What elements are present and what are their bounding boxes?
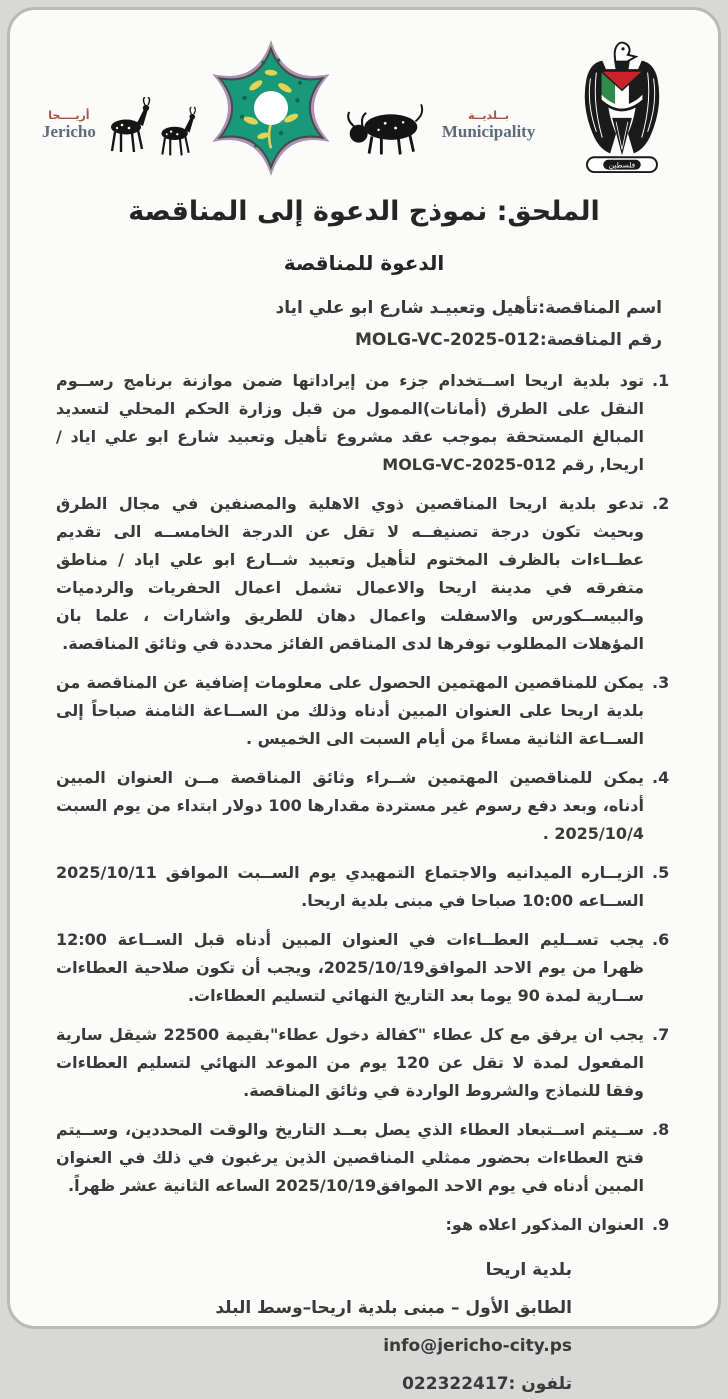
item-text: يمكن للمناقصين المهتمين الحصول على معلومات إضافية عن المناقصة من بلدية اريحا على العنوان المبين أدناه وذلك من الســاعة الثامنة صباحاً إلى الســاعة الثانية مساءً من أيام السبت الى الخميس . bbox=[56, 673, 644, 748]
list-item bbox=[56, 926, 686, 1010]
address-email: info@jericho-city.ps bbox=[383, 1336, 572, 1356]
item-number: 8. bbox=[652, 1120, 670, 1139]
item-number: 5. bbox=[652, 863, 670, 882]
palestine-coat-of-arms bbox=[572, 39, 672, 177]
item-text: تود بلدية اريحا اســتخدام جزء من إيراداتها ضمن موازنة برنامج رســوم النقل على الطرق (أمانات)الممول من قبل وزارة الحكم المحلي لتسديد المبالغ المستحقة بموجب عقد مشروع تأهيل وتعبيد شارع ابو علي اياد / اريحا, رقم MOLG-VC-2025-012 bbox=[56, 371, 644, 474]
item-text: يجب ان يرفق مع كل عطاء "كفالة دخول عطاء"بقيمة 22500 شيقل سارية المفعول لمدة لا تقل عن 120 يوم من الموعد النهائي لتسليم العطاءات وفقا للنماذج والشروط الواردة في وثائق المناقصة. bbox=[56, 1025, 645, 1100]
item-number: 1. bbox=[652, 371, 670, 390]
gazelles-icon bbox=[98, 97, 206, 159]
document-title: الملحق: نموذج الدعوة إلى المناقصة bbox=[128, 196, 600, 227]
jericho-municipality-logo bbox=[40, 39, 537, 177]
document-subtitle: الدعوة للمناقصة bbox=[283, 251, 445, 275]
list-item bbox=[56, 669, 686, 753]
list-item bbox=[56, 1021, 686, 1105]
city-name-english: Jericho bbox=[42, 121, 96, 141]
item-number: 6. bbox=[652, 930, 670, 949]
list-item bbox=[56, 1211, 686, 1239]
tender-name: اسم المناقصة:تأهيل وتعبيـد شارع ابو علي اياد bbox=[275, 298, 662, 318]
address-location: الطابق الأول – مبنى بلدية اريحا–وسط البلد bbox=[215, 1298, 572, 1318]
address-block bbox=[36, 1250, 692, 1399]
city-name-block bbox=[42, 109, 96, 142]
header bbox=[36, 28, 692, 182]
tender-number: رقم المناقصة:MOLG-VC-2025-012 bbox=[354, 330, 662, 350]
item-text: الزيــاره الميدانيه والاجتماع التمهيدي يوم الســبت الموافق 2025/10/11 الســاعه 10:00 صباحا في مبنى بلدية اريحا. bbox=[56, 863, 644, 910]
municipality-name-arabic: بــلديــة bbox=[468, 108, 509, 122]
item-number: 9. bbox=[652, 1215, 670, 1234]
bull-icon bbox=[336, 97, 440, 159]
item-number: 7. bbox=[652, 1025, 670, 1044]
city-name-arabic: أريــــحا bbox=[48, 108, 90, 122]
address-phone: تلفون :022322417 bbox=[402, 1374, 572, 1394]
item-number: 4. bbox=[652, 768, 670, 787]
coat-of-arms-scroll-text: فلسطين bbox=[608, 160, 636, 170]
list-item bbox=[56, 764, 686, 848]
municipality-name-block bbox=[442, 109, 536, 142]
item-text: العنوان المذكور اعلاه هو: bbox=[445, 1215, 644, 1234]
list-item bbox=[56, 367, 686, 479]
list-item bbox=[56, 490, 686, 658]
item-text: يجب تســليم العطــاءات في العنوان المبين أدناه قبل الســاعة 12:00 ظهرا من يوم الاحد الموافق2025/10/19، ويجب أن تكون صلاحية العطاءات ســارية لمدة 90 يوما بعد التاريخ النهائي لتسليم العطاءات. bbox=[56, 930, 644, 1005]
conditions-list bbox=[36, 359, 692, 1239]
tender-intro bbox=[36, 275, 692, 353]
item-number: 3. bbox=[652, 673, 670, 692]
list-item bbox=[56, 859, 686, 915]
item-number: 2. bbox=[652, 494, 670, 513]
item-text: ســيتم اســتبعاد العطاء الذي يصل بعــد التاريخ والوقت المحددين، وســيتم فتح العطاءات بحضور ممثلي المناقصين الذين يرغبون في ذلك في العنوان المبين أدناه في يوم الاحد الموافق2025/10/19 الساعه الثانية عشر ظهراً. bbox=[56, 1120, 644, 1195]
jericho-star-emblem bbox=[208, 39, 334, 177]
address-municipality: بلدية اريحا bbox=[485, 1260, 572, 1280]
item-text: يمكن للمناقصين المهتمين شــراء وثائق المناقصة مــن العنوان المبين أدناه، وبعد دفع رسوم غير مستردة مقدارها 100 دولار ابتداء من يوم السبت 2025/10/4 . bbox=[56, 768, 644, 843]
list-item bbox=[56, 1116, 686, 1200]
tender-notice-card bbox=[7, 7, 721, 1394]
municipality-name-english: Municipality bbox=[441, 121, 536, 141]
item-text: تدعو بلدية اريحا المناقصين ذوي الاهلية والمصنفين في مجال الطرق وبحيث تكون درجة تصنيفــه لا تقل عن الدرجة الخامســه الى تقديم عطــاءات بالظرف المختوم لتأهيل وتعبيد شــارع ابو علي اياد / مناطق متفرقه في مدينة اريحا والاعمال تشمل اعمال الحفريات والردميات والبيســكورس والاسفلت واعمال دهان للطريق واشارات ، علما بان المؤهلات المطلوب توفرها لدى المناقص الفائز محددة في وثائق المناقصة. bbox=[56, 494, 644, 653]
